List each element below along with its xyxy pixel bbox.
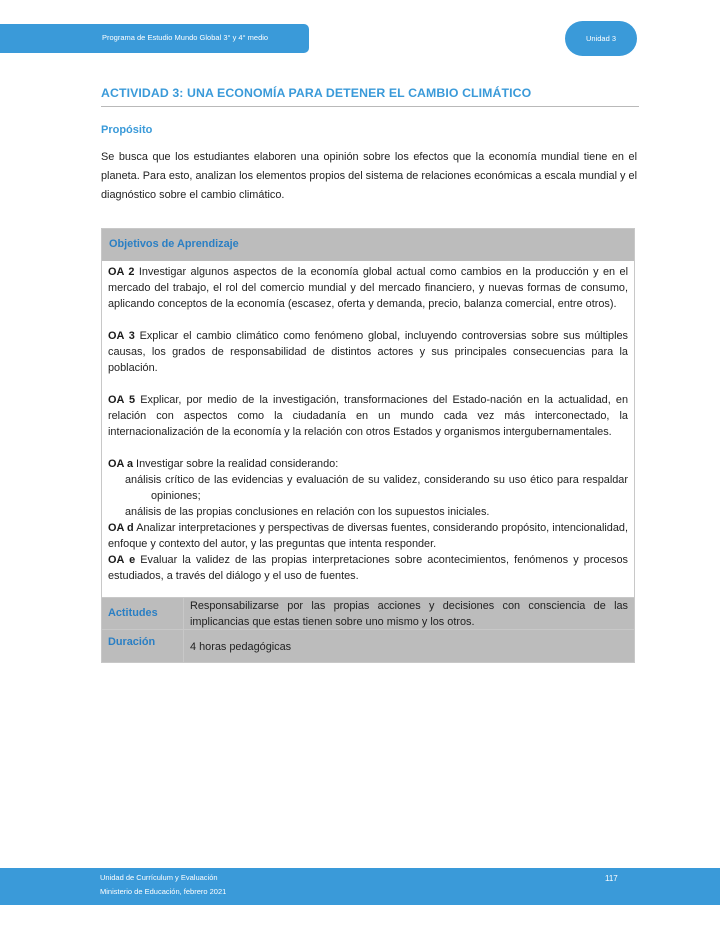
objectives-body <box>102 261 634 597</box>
objective-text: Investigar sobre la realidad considerando: <box>133 458 339 470</box>
objectives-heading: Objetivos de Aprendizaje <box>102 229 634 261</box>
objective-code: OA 3 <box>108 330 135 342</box>
objective-oaa <box>108 456 628 472</box>
attitudes-label: Actitudes <box>102 598 184 629</box>
objective-oae <box>108 552 628 584</box>
objective-text: Analizar interpretaciones y perspectivas de diversas fuentes, considerando propósito, intencionalidad, enfoque y contexto del autor, y las preguntas que intenta responder. <box>108 522 628 550</box>
footer-ministry-date: Ministerio de Educación, febrero 2021 <box>100 887 227 896</box>
objective-code: OA 2 <box>108 266 135 278</box>
title-divider <box>101 106 639 107</box>
unit-badge: Unidad 3 <box>565 21 637 56</box>
attitudes-row <box>102 597 634 629</box>
objective-code: OA a <box>108 458 134 470</box>
objective-oad <box>108 520 628 552</box>
page-number: 117 <box>605 874 618 883</box>
purpose-heading: Propósito <box>101 124 153 136</box>
purpose-text: Se busca que los estudiantes elaboren una opinión sobre los efectos que la economía mundial tiene en el planeta. Para esto, analizan los elementos propios del sistema de relaciones económicas a escala mundial y el diagnóstico sobre el cambio climático. <box>101 151 637 201</box>
objective-oaa-sub-2: análisis de las propias conclusiones en relación con los supuestos iniciales. <box>125 506 490 518</box>
header-program-tab <box>0 24 309 53</box>
duration-label: Duración <box>102 630 184 662</box>
objective-code: OA 5 <box>108 394 136 406</box>
objective-code: OA e <box>108 554 136 566</box>
objectives-table <box>101 228 635 663</box>
objective-oa3 <box>108 328 628 376</box>
objective-text: Evaluar la validez de las propias interpretaciones sobre acontecimientos, fenómenos y procesos estudiados, a través del diálogo y el uso de fuentes. <box>108 554 628 582</box>
objective-oa5 <box>108 392 628 440</box>
footer-institution: Unidad de Currículum y Evaluación <box>100 873 218 882</box>
objective-code: OA d <box>108 522 134 534</box>
objective-text: Explicar, por medio de la investigación, transformaciones del Estado-nación en la actualidad, en relación con aspectos como la ciudadanía en un mundo cada vez más interconectado, la internacionalización de la economía y la relación con otros Estados y organismos intergubernamentales. <box>108 394 629 438</box>
program-title: Programa de Estudio Mundo Global 3° y 4° medio <box>102 33 269 42</box>
activity-title: ACTIVIDAD 3: UNA ECONOMÍA PARA DETENER EL CAMBIO CLIMÁTICO <box>101 86 532 100</box>
objective-text: Explicar el cambio climático como fenómeno global, incluyendo controversias sobre sus múltiples causas, los grados de responsabilidad de distintos actores y sus principales consecuencias para la población. <box>108 330 629 374</box>
attitudes-text: Responsabilizarse por las propias acciones y decisiones con consciencia de las implicancias que estas tienen sobre uno mismo y los otros. <box>184 598 634 629</box>
objective-oaa-sub-1: análisis crítico de las evidencias y evaluación de su validez, considerando su uso ético para respaldar opiniones; <box>125 474 628 502</box>
objective-oa2 <box>108 264 628 312</box>
duration-text: 4 horas pedagógicas <box>184 630 634 662</box>
objective-text: Investigar algunos aspectos de la economía global actual como cambios en la producción y en el mercado del trabajo, el rol del comercio mundial y del mercado financiero, y nuevas formas de consumo, aplicando conceptos de la economía (escasez, oferta y demanda, precio, balanza comercial, entre otros). <box>108 266 629 310</box>
footer-bar <box>0 868 720 905</box>
duration-row <box>102 629 634 662</box>
